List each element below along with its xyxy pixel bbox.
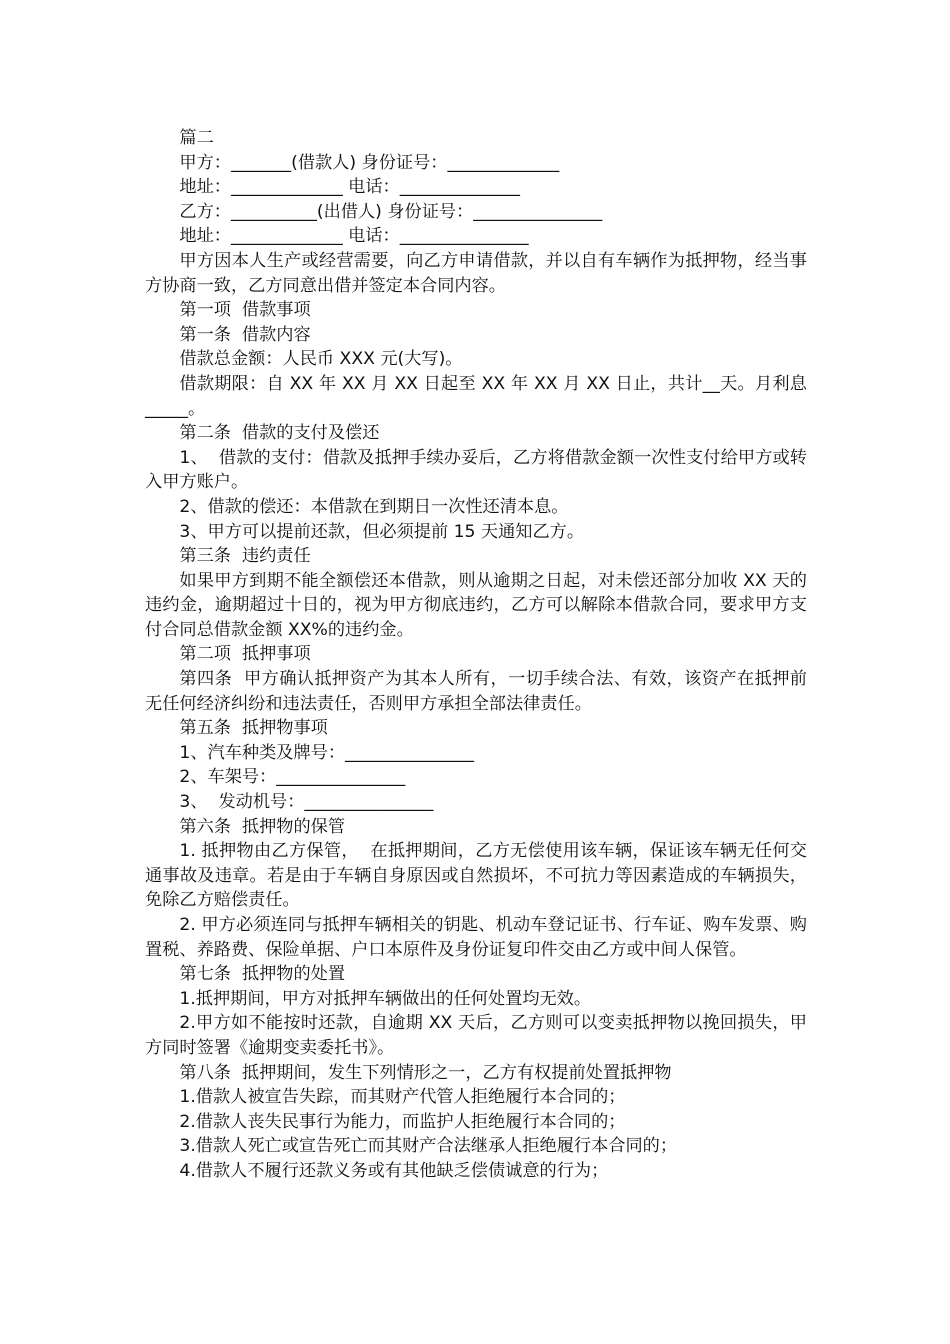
section-title: 篇二 xyxy=(179,128,214,148)
clause: 2、车架号：_______________ xyxy=(179,767,406,788)
article-heading: 第六条 抵押物的保管 xyxy=(179,816,346,837)
clause: 1.借款人被宣告失踪，而其财产代管人拒绝履行本合同的； xyxy=(179,1087,626,1108)
clause: 1. 抵押物由乙方保管， 在抵押期间，乙方无偿使用该车辆，保证该车辆无任何交通事故及违章。若是由于车辆自身原因或自然损坏，不可抗力等因素造成的车辆损失，免除乙方赔偿责任。 xyxy=(145,841,807,911)
article-heading: 第二条 借款的支付及偿还 xyxy=(179,423,380,444)
clause: 1.抵押期间，甲方对抵押车辆做出的任何处置均无效。 xyxy=(179,988,592,1009)
article-heading: 第四条 甲方确认抵押资产为其本人所有，一切手续合法、有效，该资产在抵押前无任何经济纠纷和违法责任，否则甲方承担全部法律责任。 xyxy=(145,669,807,714)
clause: 1、汽车种类及牌号：_______________ xyxy=(179,742,474,763)
clause: 4.借款人不履行还款义务或有其他缺乏偿债诚意的行为； xyxy=(179,1160,609,1181)
clause: 1、 借款的支付：借款及抵押手续办妥后，乙方将借款金额一次性支付给甲方或转入甲方账户。 xyxy=(145,447,807,493)
clause: 2、借款的偿还：本借款在到期日一次性还清本息。 xyxy=(179,496,569,517)
party-a-address-line: 地址：_____________ 电话：______________ xyxy=(179,177,521,198)
preamble: 甲方因本人生产或经营需要，向乙方申请借款，并以自有车辆作为抵押物，经当事方协商一致，乙方同意出借并签定本合同内容。 xyxy=(145,250,807,296)
clause: 3、 发动机号：_______________ xyxy=(179,792,434,813)
clause: 3、甲方可以提前还款，但必须提前 15 天通知乙方。 xyxy=(179,521,585,542)
item-heading: 第二项 抵押事项 xyxy=(179,644,311,665)
party-b-address-line: 地址：_____________ 电话：_______________ xyxy=(179,226,529,247)
clause: 借款期限：自 XX 年 XX 月 XX 日起至 XX 年 XX 月 XX 日止，共计__天。月利息 _____。 xyxy=(145,373,818,419)
clause: 2.借款人丧失民事行为能力，而监护人拒绝履行本合同的； xyxy=(179,1111,626,1132)
article-heading: 第一条 借款内容 xyxy=(179,324,311,345)
party-a-line: 甲方：_______(借款人) 身份证号：_____________ xyxy=(179,152,560,173)
article-heading: 第七条 抵押物的处置 xyxy=(179,964,346,985)
article-heading: 第八条 抵押期间，发生下列情形之一，乙方有权提前处置抵押物 xyxy=(179,1062,672,1083)
clause: 如果甲方到期不能全额偿还本借款，则从逾期之日起，对未偿还部分加收 XX 天的违约金，逾期超过十日的，视为甲方彻底违约，乙方可以解除本借款合同，要求甲方支付合同总借款金额 XX%的违约金。 xyxy=(145,570,807,640)
clause: 3.借款人死亡或宣告死亡而其财产合法继承人拒绝履行本合同的； xyxy=(179,1136,678,1157)
document-body xyxy=(145,126,818,1184)
clause: 2.甲方如不能按时还款，自逾期 XX 天后，乙方则可以变卖抵押物以挽回损失，甲方同时签署《逾期变卖委托书》。 xyxy=(145,1013,807,1058)
article-heading: 第三条 违约责任 xyxy=(179,546,311,567)
clause: 2. 甲方必须连同与抵押车辆相关的钥匙、机动车登记证书、行车证、购车发票、购置税、养路费、保险单据、户口本原件及身份证复印件交由乙方或中间人保管。 xyxy=(145,915,807,960)
party-b-line: 乙方：__________(出借人) 身份证号：_______________ xyxy=(179,201,603,222)
item-heading: 第一项 借款事项 xyxy=(179,300,311,321)
article-heading: 第五条 抵押物事项 xyxy=(179,718,328,739)
clause: 借款总金额：人民币 XXX 元(大写)。 xyxy=(179,349,463,370)
